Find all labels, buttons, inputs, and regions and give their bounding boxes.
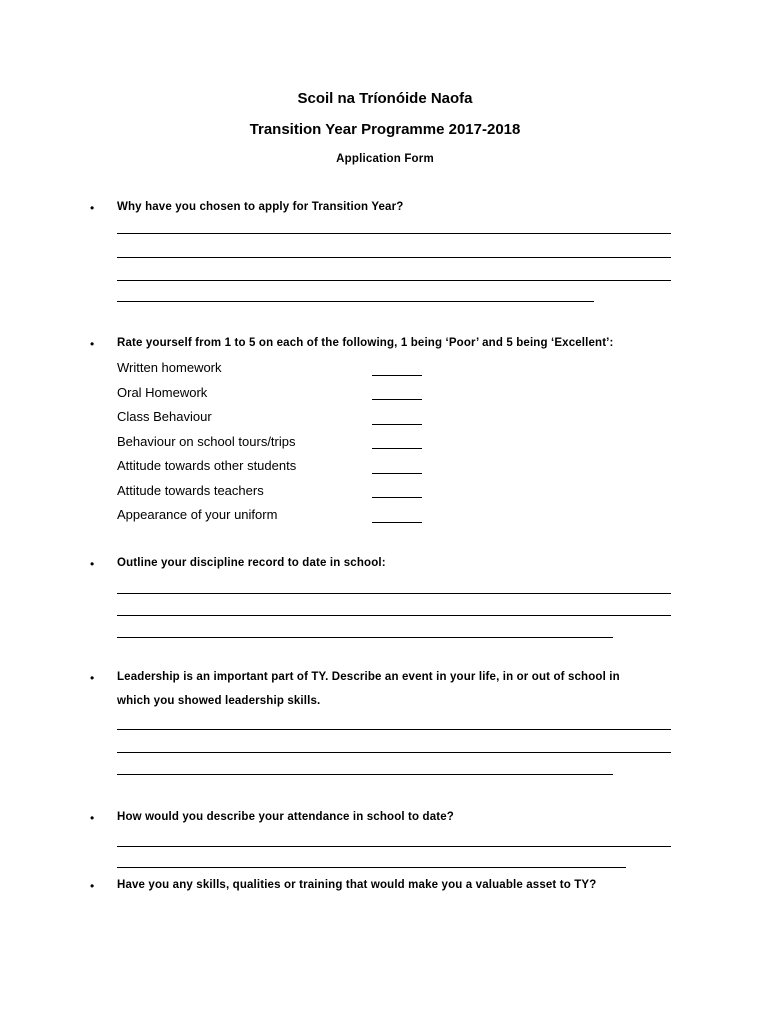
rating-blank[interactable] [372,375,422,376]
rating-item-label: Oral Homework [117,385,208,400]
answer-line[interactable] [117,846,671,847]
bullet-icon: • [90,671,95,685]
answer-line[interactable] [117,774,613,775]
form-title: Application Form [336,153,434,165]
bullet-icon: • [90,879,95,893]
bullet-icon: • [90,557,95,571]
answer-line[interactable] [117,867,626,868]
question-rate-yourself: Rate yourself from 1 to 5 on each of the following, 1 being ‘Poor’ and 5 being ‘Excellent’: [117,337,614,349]
answer-line[interactable] [117,301,594,302]
answer-line[interactable] [117,729,671,730]
rating-blank[interactable] [372,497,422,498]
question-attendance: How would you describe your attendance in school to date? [117,811,454,823]
answer-line[interactable] [117,615,671,616]
rating-blank[interactable] [372,399,422,400]
question-why-apply: Why have you chosen to apply for Transition Year? [117,201,404,213]
bullet-icon: • [90,811,95,825]
answer-line[interactable] [117,752,671,753]
rating-blank[interactable] [372,448,422,449]
rating-item-label: Written homework [117,360,222,375]
bullet-icon: • [90,337,95,351]
question-discipline-record: Outline your discipline record to date in school: [117,557,386,569]
answer-line[interactable] [117,280,671,281]
rating-blank[interactable] [372,473,422,474]
rating-item-label: Attitude towards other students [117,458,297,473]
bullet-icon: • [90,201,95,215]
rating-blank[interactable] [372,424,422,425]
question-skills-qualities: Have you any skills, qualities or training that would make you a valuable asset to TY? [117,879,597,891]
answer-line[interactable] [117,257,671,258]
answer-line[interactable] [117,593,671,594]
answer-line[interactable] [117,233,671,234]
question-leadership-line2: which you showed leadership skills. [117,695,321,707]
question-leadership-line1: Leadership is an important part of TY. Describe an event in your life, in or out of school in [117,671,620,683]
rating-blank[interactable] [372,522,422,523]
rating-item-label: Attitude towards teachers [117,483,264,498]
programme-title: Transition Year Programme 2017-2018 [249,121,521,138]
answer-line[interactable] [117,637,613,638]
rating-item-label: Class Behaviour [117,409,212,424]
rating-item-label: Appearance of your uniform [117,507,278,522]
school-name: Scoil na Tríonóide Naofa [297,90,473,107]
rating-item-label: Behaviour on school tours/trips [117,434,296,449]
